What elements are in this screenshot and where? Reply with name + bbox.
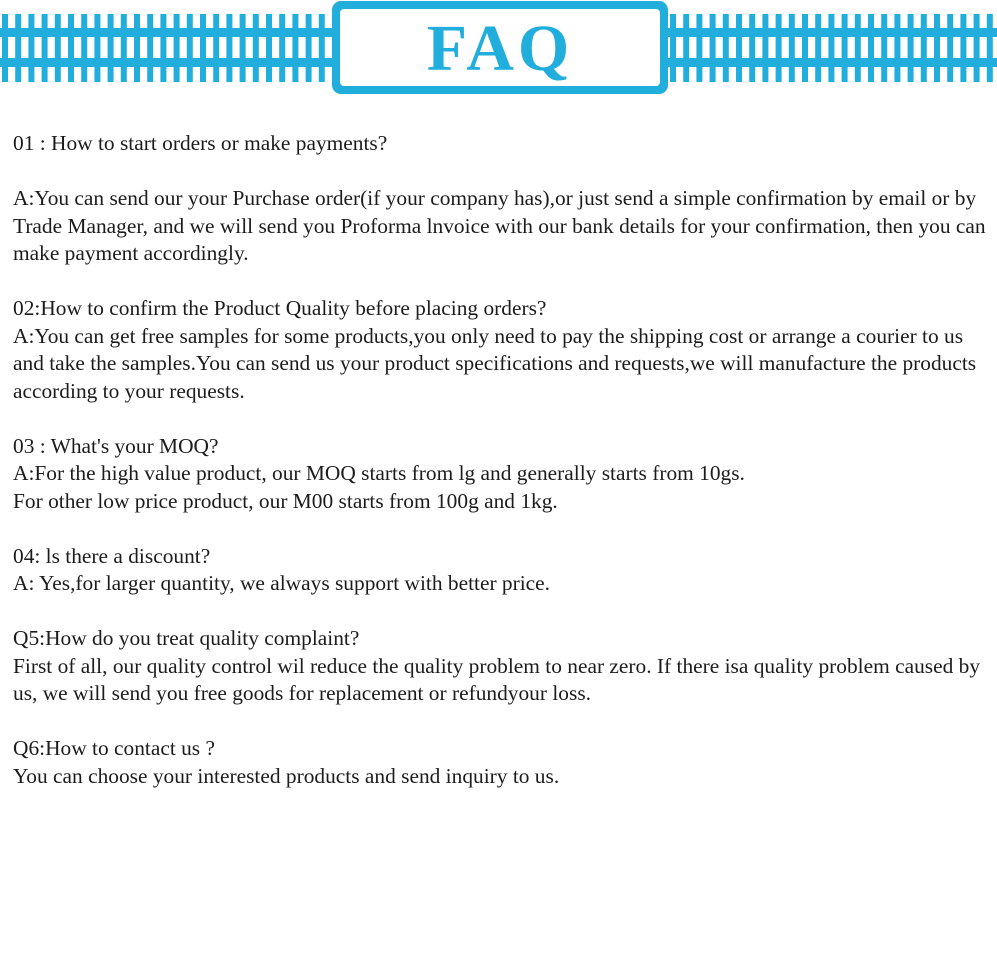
rail-tie [81, 14, 87, 82]
rail-tie [710, 14, 716, 82]
rail-tie [68, 14, 74, 82]
rail-bar [668, 28, 997, 37]
rail-tie [987, 14, 993, 82]
faq-answer: A: Yes,for larger quantity, we always support with better price. [13, 571, 551, 595]
rail-tie [828, 14, 834, 82]
rail-tie [160, 14, 166, 82]
title-inner [340, 9, 660, 86]
rail-tie [670, 14, 676, 82]
rail-tie [121, 14, 127, 82]
rail-tie [683, 14, 689, 82]
rail-tie [762, 14, 768, 82]
rail-tie [842, 14, 848, 82]
rail-tie [934, 14, 940, 82]
faq-question: 03 : What's your MOQ? [13, 433, 219, 458]
faq-answer: First of all, our quality control wil reduce the quality problem to near zero. If there isa quality problem caused by us, we will send you free goods for replacement or refundyour loss. [13, 653, 981, 705]
faq-question: 01 : How to start orders or make payments? [13, 131, 388, 155]
faq-list [13, 130, 993, 818]
rail-tie [974, 14, 980, 82]
faq-question: 02:How to confirm the Product Quality before placing orders? [13, 296, 547, 320]
faq-item-05 [13, 625, 993, 708]
rail-tie [174, 14, 180, 82]
rail-tie [15, 14, 21, 82]
rail-tie [279, 14, 285, 82]
faq-answer: A:For the high value product, our MOQ starts from lg and generally starts from 10gs. [13, 461, 745, 485]
rail-tie [960, 14, 966, 82]
faq-item-06 [13, 735, 993, 790]
rail-track-left-graphic [0, 0, 332, 100]
rail-track-right-graphic [668, 0, 997, 100]
faq-header-banner [0, 0, 997, 100]
rail-tie [306, 14, 312, 82]
title-frame [332, 1, 668, 94]
rail-tie [28, 14, 34, 82]
faq-item-02 [13, 295, 993, 405]
rail-tie [723, 14, 729, 82]
faq-answer-extra: For other low price product, our M00 starts from 100g and 1kg. [13, 488, 558, 513]
rail-tie [134, 14, 140, 82]
faq-question: Q5:How do you treat quality complaint? [13, 626, 360, 650]
rail-tie [855, 14, 861, 82]
rail-tie [292, 14, 298, 82]
rail-tie [802, 14, 808, 82]
rail-tie [266, 14, 272, 82]
faq-answer: You can choose your interested products and send inquiry to us. [13, 763, 560, 788]
rail-tie [147, 14, 153, 82]
rail-tie [319, 14, 325, 82]
faq-answer: A:You can get free samples for some products,you only need to pay the shipping cost or arrange a courier to us and take the samples.You can send us your product specifications and requests,we will manufacture the products according to your requests. [13, 323, 977, 403]
rail-tie [42, 14, 48, 82]
rail-tie [55, 14, 61, 82]
rail-bar [0, 58, 332, 67]
rail-tie [200, 14, 206, 82]
rail-tie [253, 14, 259, 82]
rail-tie [736, 14, 742, 82]
faq-item-04 [13, 543, 993, 598]
rail-tie [894, 14, 900, 82]
rail-bar [0, 28, 332, 37]
rail-tie [921, 14, 927, 82]
rail-tie [108, 14, 114, 82]
faq-question: 04: ls there a discount? [13, 543, 211, 568]
rail-tie [213, 14, 219, 82]
rail-tie [696, 14, 702, 82]
faq-item-03 [13, 433, 993, 516]
rail-tie [94, 14, 100, 82]
rail-tie [789, 14, 795, 82]
rail-tie [947, 14, 953, 82]
rail-tie [187, 14, 193, 82]
rail-tie [881, 14, 887, 82]
rail-tie [815, 14, 821, 82]
page-title: FAQ [426, 11, 574, 85]
faq-question: Q6:How to contact us ? [13, 736, 215, 760]
rail-tie [776, 14, 782, 82]
rail-tie [868, 14, 874, 82]
rail-tie [226, 14, 232, 82]
rail-tie [749, 14, 755, 82]
rail-track-right [668, 0, 997, 100]
faq-answer: A:You can send our your Purchase order(if your company has),or just send a simple confirmation by email or by Trade Manager, and we will send you Proforma lnvoice with our bank details for your confirmation, then you can make payment accordingly. [13, 186, 986, 265]
rail-tie [2, 14, 8, 82]
rail-track-left [0, 0, 332, 100]
faq-gap [13, 158, 993, 186]
rail-tie [908, 14, 914, 82]
faq-item-01 [13, 130, 993, 268]
rail-tie [240, 14, 246, 82]
rail-bar [668, 58, 997, 67]
